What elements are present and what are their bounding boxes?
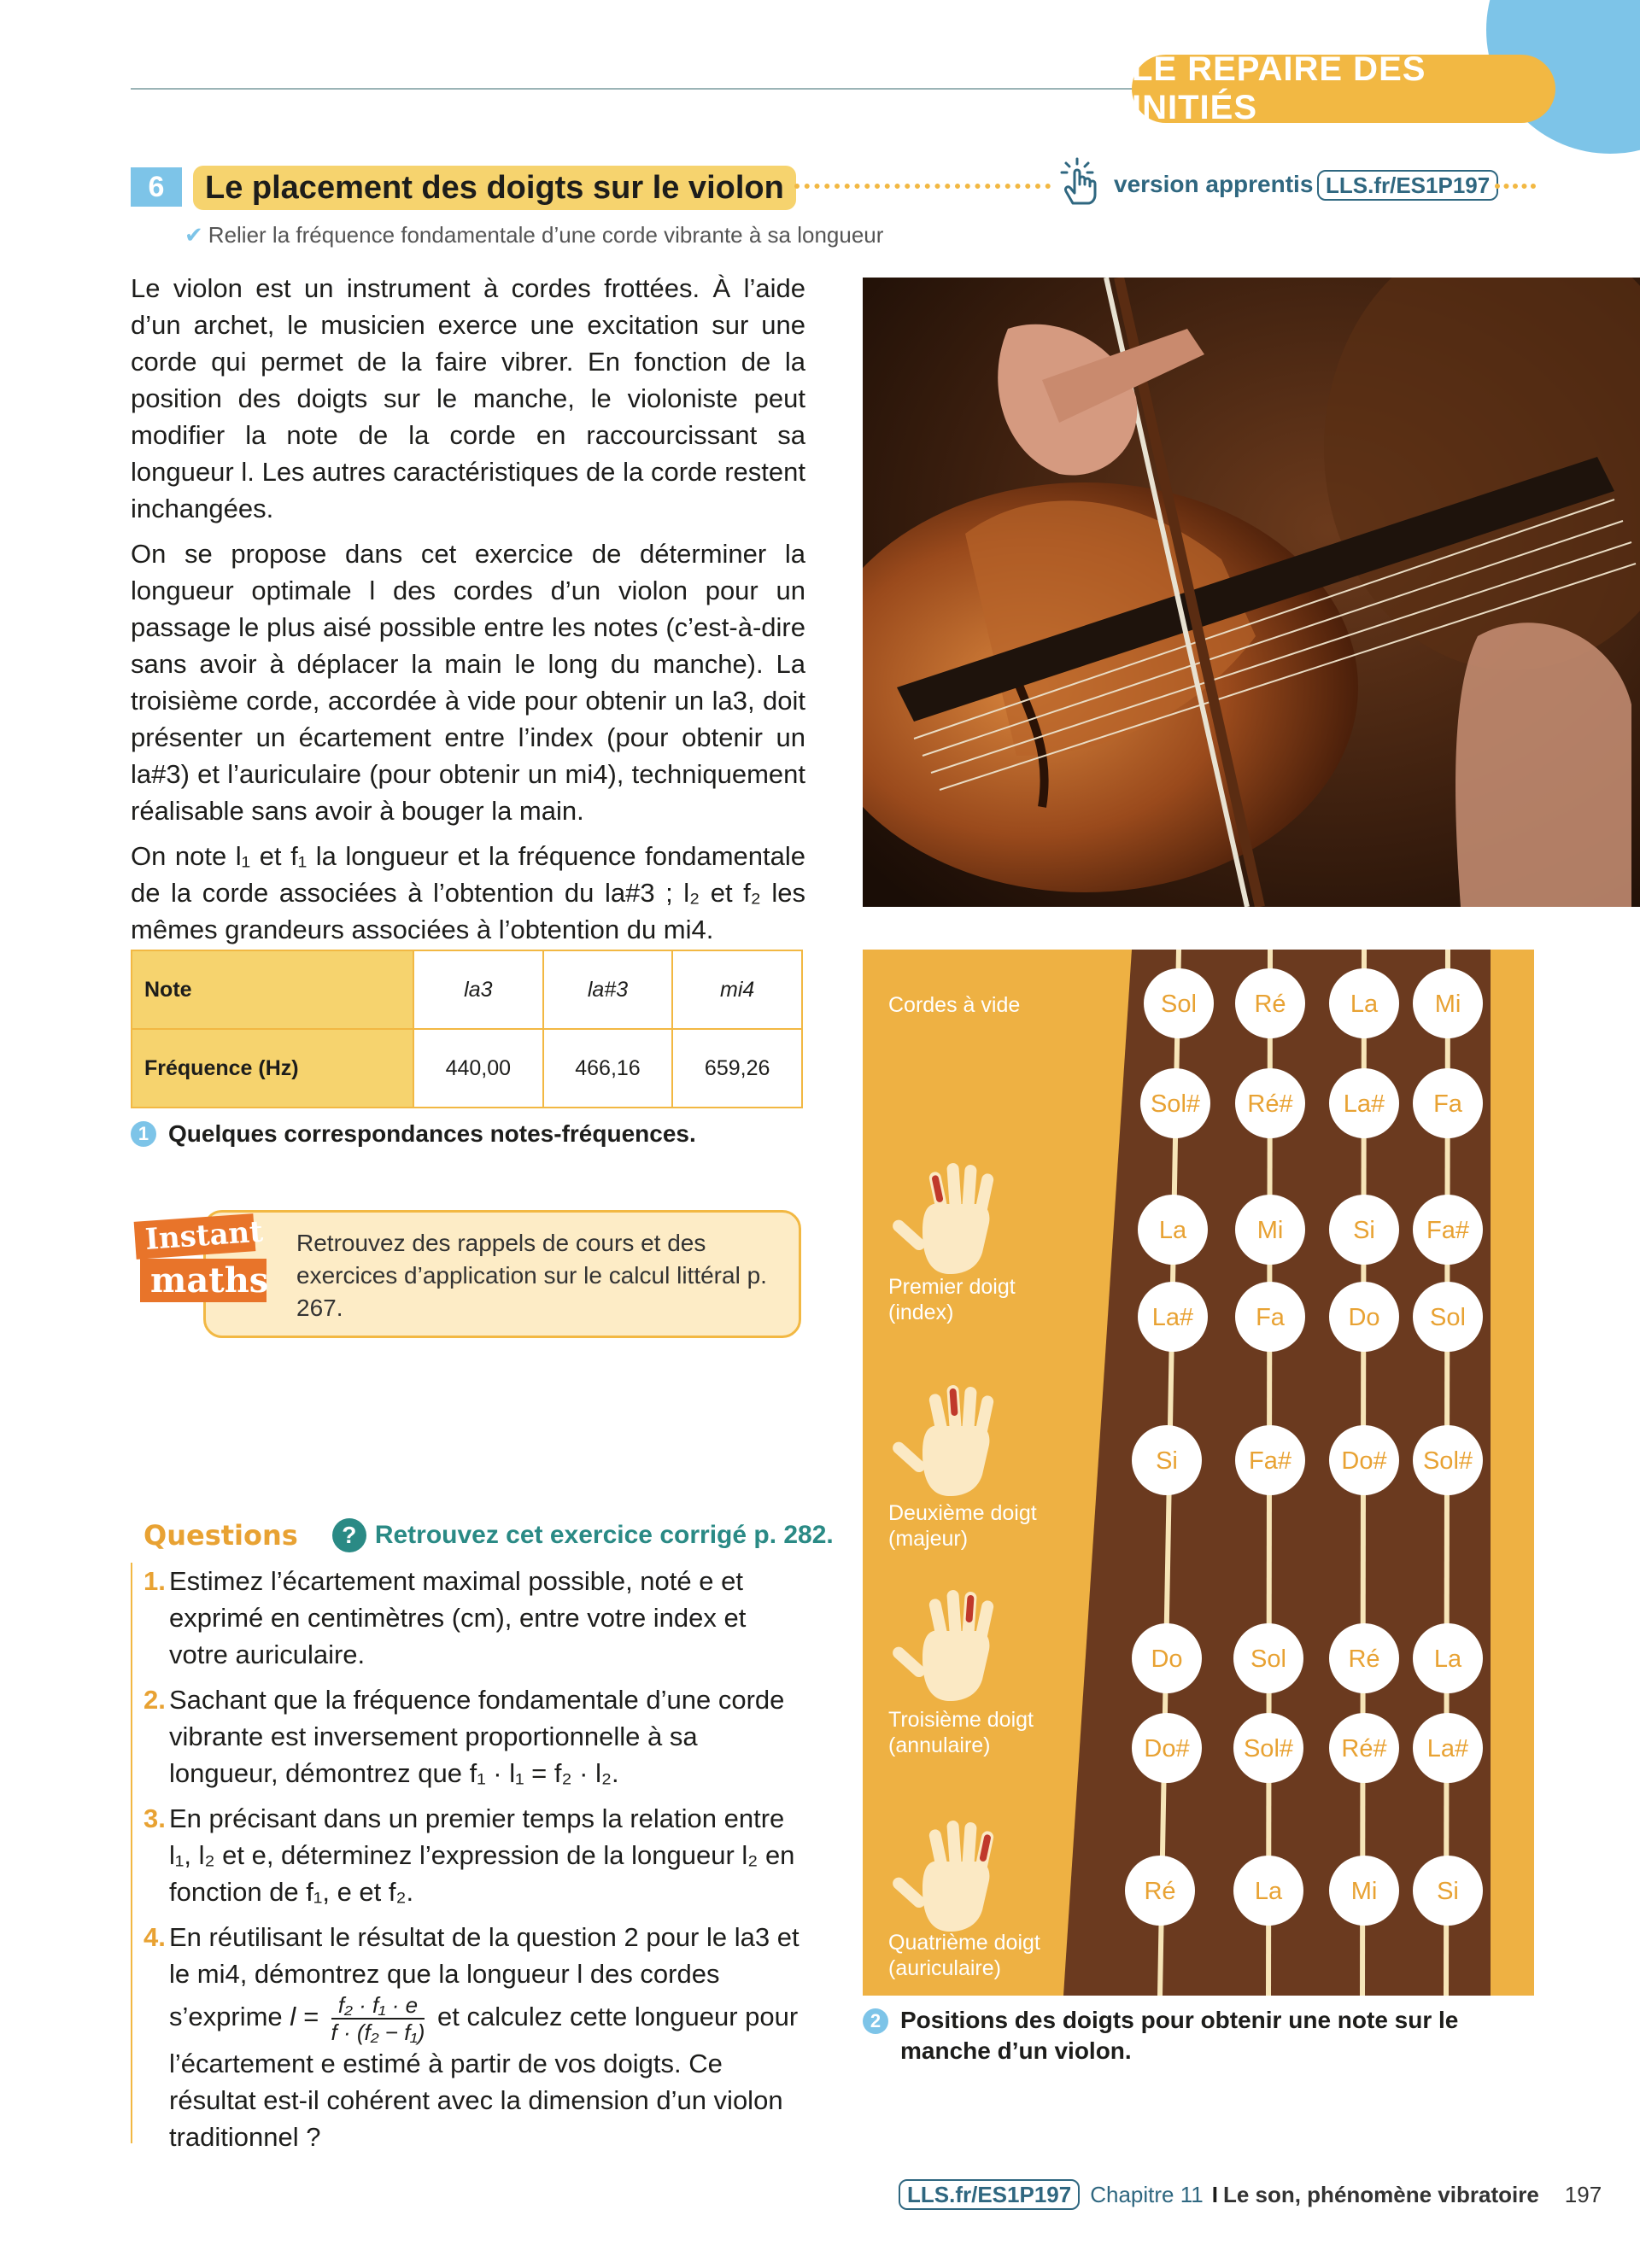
hand-icon: [890, 1821, 994, 1932]
question-item: [144, 1800, 810, 1910]
footer-separator: I: [1211, 2181, 1218, 2207]
exercise-link[interactable]: LLS.fr/ES1P197: [1317, 170, 1498, 201]
hand-icon: [890, 1163, 994, 1274]
help-icon: ?: [332, 1518, 366, 1552]
fingerboard-diagram: [863, 950, 1534, 1996]
note-label: Do#: [1341, 1447, 1387, 1475]
title-dotted-rule-end: [1495, 184, 1536, 189]
question-number: 1.: [144, 1566, 166, 1596]
doc1-number: 1: [131, 1121, 156, 1147]
exercise-number: 6: [131, 167, 182, 207]
footer-link[interactable]: LLS.fr/ES1P197: [899, 2179, 1080, 2210]
note-label: Do: [1348, 1304, 1380, 1331]
hand-pointer-icon: [1054, 155, 1107, 208]
doc1-caption-text: Quelques correspondances notes-fréquences.: [168, 1120, 696, 1147]
note-label: Ré: [1348, 1645, 1380, 1673]
hand-icon: [890, 1385, 994, 1496]
note-label: Sol#: [1422, 1447, 1473, 1475]
intro-text: [131, 270, 805, 956]
note-label: Sol: [1430, 1304, 1466, 1331]
question-item: [144, 1563, 810, 1673]
intro-paragraph-1: Le violon est un instrument à cordes frottées. À l’aide d’un archet, le musicien exerce une excitation sur une corde qui permet de la faire vibrer. En fonction de la position des doigts sur le manche, le violoniste peut modifier la note de la corde en raccourcissant sa longueur l. Les autres caractéristiques de la corde restent inchangées.: [131, 273, 805, 523]
finger3-label: Troisième doigt (annulaire): [888, 1708, 1034, 1757]
table-header-frequency: Fréquence (Hz): [132, 1029, 413, 1108]
note-label: Si: [1156, 1447, 1178, 1475]
open-strings-label: Cordes à vide: [888, 993, 1021, 1017]
finger1-label: Premier doigt (index): [888, 1275, 1016, 1324]
questions-title: Questions: [144, 1519, 298, 1552]
question-text: En réutilisant le résultat de la question 2 pour le la3 et le mi4, démontrez que la longueur l des cordes s’exprime l = $\frac{\text{f₂ · f₁ · e}}{\text{f · (f₂ − f₁)}}$ et calculez cette longueur pour l’écartement e estimé à partir de vos doigts. Ce résultat est-il cohérent avec la dimension d’un violon traditionnel ?: [169, 1922, 800, 2152]
exercise-title: Le placement des doigts sur le violon: [193, 166, 796, 210]
note-label: Ré: [1254, 991, 1286, 1018]
note-label: Si: [1437, 1878, 1459, 1905]
objective-text: Relier la fréquence fondamentale d’une corde vibrante à sa longueur: [208, 222, 884, 248]
doc2-caption-text: Positions des doigts pour obtenir une note sur le manche d’un violon.: [900, 2007, 1459, 2064]
questions-rule: [131, 1563, 132, 2143]
instant-maths-logo: [135, 1214, 269, 1302]
note-label: Fa: [1256, 1304, 1285, 1331]
note-label: Sol#: [1243, 1735, 1294, 1762]
note-label: La: [1350, 991, 1379, 1018]
table-row: [132, 1029, 802, 1108]
note-label: Fa#: [1426, 1217, 1469, 1244]
note-label: Sol: [1161, 991, 1197, 1018]
hand-icon: [890, 1590, 994, 1701]
note-label: Si: [1353, 1217, 1375, 1244]
table-cell: mi4: [672, 950, 802, 1029]
doc2-caption: [863, 2005, 1546, 2066]
table-cell: la#3: [543, 950, 673, 1029]
formula-numerator: f₂ · f₁ · e: [331, 1992, 425, 2020]
table-cell: la3: [413, 950, 543, 1029]
table-cell: 466,16: [543, 1029, 673, 1108]
note-label: La#: [1426, 1735, 1469, 1762]
footer-title: Le son, phénomène vibratoire: [1222, 2181, 1539, 2207]
check-icon: ✔: [184, 222, 203, 248]
fingerboard-figure: [863, 950, 1534, 1996]
finger2-label: Deuxième doigt (majeur): [888, 1501, 1037, 1551]
note-label: La: [1158, 1217, 1187, 1244]
note-label: Fa: [1433, 1090, 1462, 1118]
footer-chapter: Chapitre 11: [1090, 2181, 1204, 2207]
note-label: La#: [1151, 1304, 1194, 1331]
formula-denominator: f · (f₂ − f₁): [331, 2020, 425, 2045]
note-label: Mi: [1434, 991, 1461, 1018]
finger4-label: Quatrième doigt (auriculaire): [888, 1931, 1040, 1980]
question-text: Sachant que la fréquence fondamentale d’une corde vibrante est inversement proportionnelle à sa longueur, démontrez que f₁ · l₁ = f₂ · l₂.: [169, 1685, 785, 1788]
page-number: 197: [1564, 2181, 1602, 2207]
note-label: Mi: [1256, 1217, 1284, 1244]
section-header: LE REPAIRE DES INITIÉS: [1132, 55, 1555, 123]
note-label: Do#: [1144, 1735, 1190, 1762]
table-row: [132, 950, 802, 1029]
questions-list: [144, 1563, 810, 2164]
objective: [184, 222, 883, 248]
questions-header: [144, 1518, 834, 1552]
question-number: 2.: [144, 1685, 166, 1715]
intro-paragraph-3: On note l₁ et f₁ la longueur et la fréquence fondamentale de la corde associées à l’obtention du la#3 ; l₂ et f₂ les mêmes grandeurs associées à l’obtention du mi4.: [131, 841, 805, 944]
note-label: Ré#: [1341, 1735, 1387, 1762]
version-apprentis-label: version apprentis: [1114, 171, 1314, 197]
question-text: Estimez l’écartement maximal possible, noté e et exprimé en centimètres (cm), entre votre index et votre auriculaire.: [169, 1566, 747, 1669]
note-label: Ré#: [1247, 1090, 1293, 1118]
note-label: Sol: [1250, 1645, 1286, 1673]
violin-photo: [863, 278, 1640, 907]
formula-fraction: [331, 1992, 425, 2045]
corrige-link[interactable]: Retrouvez cet exercice corrigé p. 282.: [374, 1521, 834, 1549]
doc2-number: 2: [863, 2008, 888, 2034]
note-label: Fa#: [1249, 1447, 1292, 1475]
doc1-caption: [131, 1120, 696, 1148]
table-header-note: Note: [132, 950, 413, 1029]
header-rule: [131, 88, 1139, 90]
table-cell: 659,26: [672, 1029, 802, 1108]
note-label: La#: [1343, 1090, 1385, 1118]
note-label: Mi: [1350, 1878, 1378, 1905]
instant-logo-line1: Instant: [134, 1213, 256, 1260]
question-item: [144, 1919, 810, 2155]
note-label: Do: [1151, 1645, 1183, 1673]
question-text: En précisant dans un premier temps la relation entre l₁, l₂ et e, déterminez l’expression de la longueur l₂ en fonction de f₁, e et f₂.: [169, 1803, 795, 1907]
intro-paragraph-2: On se propose dans cet exercice de déterminer la longueur optimale l des cordes d’un violon pour un passage le plus aisé possible entre les notes (c’est-à-dire sans avoir à déplacer la main le long du manche). La troisième corde, accordée à vide pour obtenir un la3, doit présenter un écartement entre l’index (pour obtenir un la#3) et l’auriculaire (pour obtenir un mi4), techniquement réalisable sans avoir à bouger la main.: [131, 539, 805, 826]
question-number: 4.: [144, 1922, 166, 1952]
table-cell: 440,00: [413, 1029, 543, 1108]
note-label: Sol#: [1150, 1090, 1201, 1118]
page-footer: [899, 2179, 1602, 2210]
notes-frequencies-table: [131, 950, 803, 1108]
instant-logo-line2: maths: [140, 1259, 266, 1302]
question-item: [144, 1681, 810, 1792]
formula-lhs: l =: [290, 2002, 319, 2032]
note-label: La: [1254, 1878, 1283, 1905]
note-label: La: [1433, 1645, 1462, 1673]
note-label: Ré: [1144, 1878, 1176, 1905]
title-dotted-rule: [794, 184, 1051, 189]
question-number: 3.: [144, 1803, 166, 1833]
instant-maths-text: Retrouvez des rappels de cours et des exercices d’application sur le calcul littéral p. 267.: [296, 1230, 767, 1321]
